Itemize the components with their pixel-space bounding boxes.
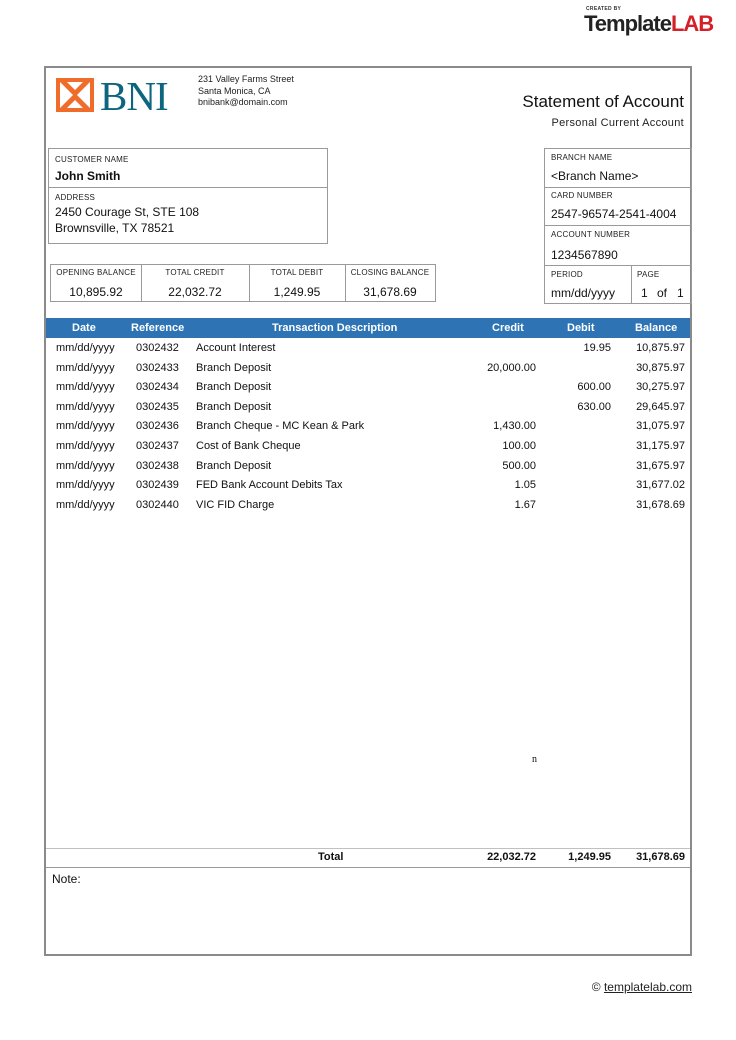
bank-email: bnibank@domain.com xyxy=(198,97,288,107)
footer-link[interactable]: templatelab.com xyxy=(603,980,692,994)
cell-balance: 31,075.97 xyxy=(636,420,685,433)
cell-desc: Branch Deposit xyxy=(196,400,272,413)
cell-ref: 0302434 xyxy=(136,381,179,394)
total-credit-value: 22,032.72 xyxy=(168,285,222,299)
header-balance: Balance xyxy=(635,322,678,334)
cell-ref: 0302439 xyxy=(136,479,179,492)
total-label: Total xyxy=(318,851,344,863)
cell-credit: 100.00 xyxy=(502,439,536,452)
cell-credit: 1,430.00 xyxy=(493,420,536,433)
customer-address-line2: Brownsville, TX 78521 xyxy=(55,221,175,235)
closing-balance-label: CLOSING BALANCE xyxy=(350,268,430,277)
cell-date: mm/dd/yyyy xyxy=(56,381,115,394)
period-label: PERIOD xyxy=(551,270,583,279)
cell-balance: 30,275.97 xyxy=(636,381,685,394)
closing-balance-value: 31,678.69 xyxy=(363,285,417,299)
cell-ref: 0302436 xyxy=(136,420,179,433)
cell-date: mm/dd/yyyy xyxy=(56,420,115,433)
page-label: PAGE xyxy=(637,270,660,279)
copyright-symbol: © xyxy=(591,980,601,994)
transactions-header xyxy=(46,318,690,338)
cell-balance: 30,875.97 xyxy=(636,361,685,374)
cell-credit: 20,000.00 xyxy=(487,361,536,374)
templatelab-logo: TemplateLAB xyxy=(584,11,714,36)
page-total: 1 xyxy=(677,286,684,300)
total-credit-label: TOTAL CREDIT xyxy=(165,268,225,277)
cell-date: mm/dd/yyyy xyxy=(56,439,115,452)
cell-desc: Branch Deposit xyxy=(196,381,272,394)
stray-mark: n xyxy=(532,754,537,765)
table-row xyxy=(46,416,690,436)
cell-desc: Branch Deposit xyxy=(196,459,272,472)
account-number-label: ACCOUNT NUMBER xyxy=(551,230,631,239)
table-row xyxy=(46,475,690,495)
cell-ref: 0302432 xyxy=(136,342,179,354)
total-debit: 1,249.95 xyxy=(568,851,611,863)
cell-ref: 0302440 xyxy=(136,498,179,511)
cell-debit: 630.00 xyxy=(577,400,611,413)
table-row xyxy=(46,377,690,397)
account-number: 1234567890 xyxy=(551,248,618,262)
bank-address-line2: Santa Monica, CA xyxy=(198,85,271,96)
header-debit: Debit xyxy=(567,322,595,334)
bank-address-line1: 231 Valley Farms Street xyxy=(198,74,294,84)
cell-desc: Branch Cheque - MC Kean & Park xyxy=(196,420,365,433)
customer-address-label: ADDRESS xyxy=(55,193,96,202)
cell-credit: 1.05 xyxy=(514,479,536,492)
cell-date: mm/dd/yyyy xyxy=(56,498,115,511)
customer-name-label: CUSTOMER NAME xyxy=(55,155,129,164)
customer-name: John Smith xyxy=(55,169,121,183)
cell-debit: 19.95 xyxy=(583,342,611,354)
page-current: 1 xyxy=(641,286,648,300)
bank-logo xyxy=(56,73,184,119)
cell-ref: 0302435 xyxy=(136,400,179,413)
bni-logo-mark-icon xyxy=(56,76,96,114)
statement-subtitle: Personal Current Account xyxy=(551,117,684,129)
table-row xyxy=(46,436,690,456)
statement-title: Statement of Account xyxy=(522,92,684,111)
cell-desc: VIC FID Charge xyxy=(196,498,275,511)
templatelab-watermark xyxy=(584,6,726,38)
cell-ref: 0302437 xyxy=(136,439,179,452)
card-number-label: CARD NUMBER xyxy=(551,191,613,200)
table-row xyxy=(46,397,690,417)
branch-name: <Branch Name> xyxy=(551,169,639,183)
period-value: mm/dd/yyyy xyxy=(551,286,616,300)
total-debit-label: TOTAL DEBIT xyxy=(270,268,324,277)
total-debit-value: 1,249.95 xyxy=(273,285,321,299)
bank-logo-text: BNI xyxy=(100,73,168,119)
cell-balance: 31,175.97 xyxy=(636,439,685,452)
note-label: Note: xyxy=(52,872,81,886)
transactions-body xyxy=(46,338,690,514)
balance-summary xyxy=(50,264,436,302)
table-row xyxy=(46,495,690,515)
total-credit-cell xyxy=(141,265,249,301)
header-credit: Credit xyxy=(492,322,524,334)
account-info-box xyxy=(544,148,692,304)
table-row xyxy=(46,456,690,476)
total-balance: 31,678.69 xyxy=(636,851,685,863)
cell-date: mm/dd/yyyy xyxy=(56,361,115,374)
cell-date: mm/dd/yyyy xyxy=(56,459,115,472)
bank-address xyxy=(198,74,294,109)
header-reference: Reference xyxy=(131,322,185,334)
total-debit-cell xyxy=(249,265,345,301)
cell-balance: 31,678.69 xyxy=(636,498,685,511)
cell-debit: 600.00 xyxy=(577,381,611,394)
cell-date: mm/dd/yyyy xyxy=(56,400,115,413)
cell-credit: 500.00 xyxy=(502,459,536,472)
table-row xyxy=(46,358,690,378)
cell-credit: 1.67 xyxy=(514,498,536,511)
total-credit: 22,032.72 xyxy=(487,851,536,863)
statement-sheet xyxy=(44,66,692,956)
card-number: 2547-96574-2541-4004 xyxy=(551,207,677,221)
header-description: Transaction Description xyxy=(272,322,398,334)
cell-desc: Branch Deposit xyxy=(196,361,272,374)
cell-ref: 0302438 xyxy=(136,459,179,472)
cell-desc: FED Bank Account Debits Tax xyxy=(196,479,343,492)
cell-balance: 29,645.97 xyxy=(636,400,685,413)
created-by-label: CREATED BY xyxy=(586,6,622,12)
customer-address-line1: 2450 Courage St, STE 108 xyxy=(55,205,200,219)
cell-balance: 31,675.97 xyxy=(636,459,685,472)
cell-desc: Cost of Bank Cheque xyxy=(196,439,301,452)
opening-balance-cell xyxy=(51,265,141,301)
opening-balance-value: 10,895.92 xyxy=(69,285,123,299)
page-of: of xyxy=(657,286,668,300)
cell-balance: 10,875.97 xyxy=(636,342,685,354)
footer-credit xyxy=(592,980,692,994)
branch-name-label: BRANCH NAME xyxy=(551,153,613,162)
cell-date: mm/dd/yyyy xyxy=(56,479,115,492)
customer-info-box xyxy=(48,148,328,244)
opening-balance-label: OPENING BALANCE xyxy=(56,268,136,277)
cell-balance: 31,677.02 xyxy=(636,479,685,492)
cell-ref: 0302433 xyxy=(136,361,179,374)
cell-date: mm/dd/yyyy xyxy=(56,342,115,354)
table-row xyxy=(46,338,690,358)
header-date: Date xyxy=(72,322,96,334)
cell-desc: Account Interest xyxy=(196,342,276,354)
closing-balance-cell xyxy=(345,265,435,301)
